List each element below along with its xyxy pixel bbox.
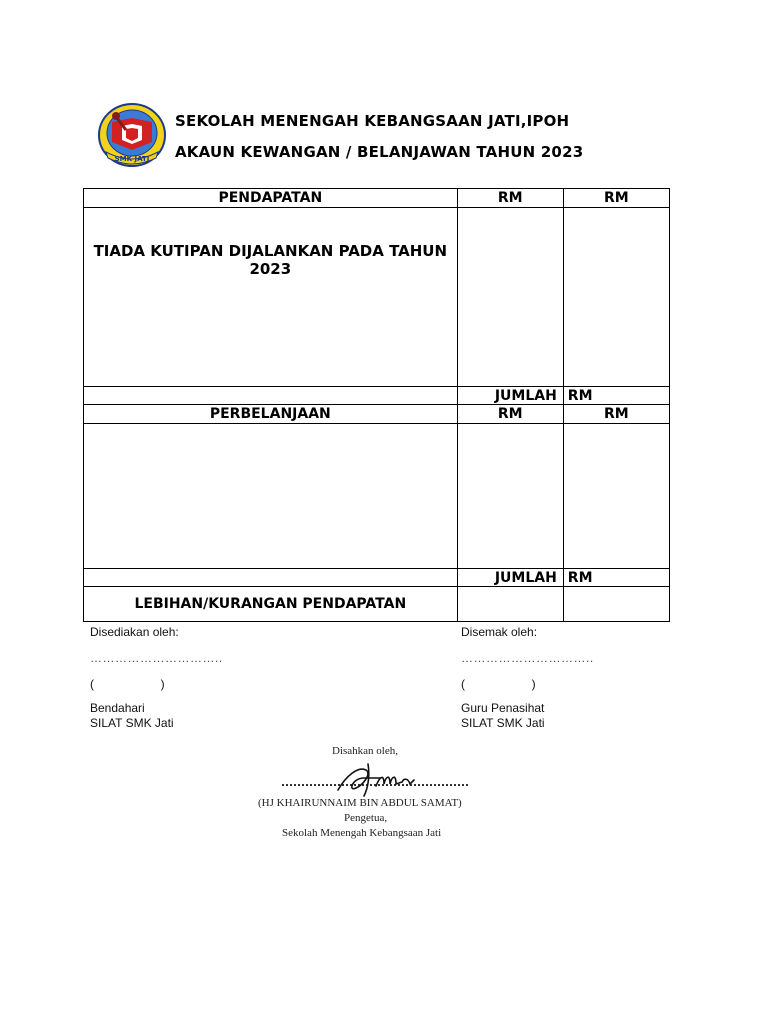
expense-header-row [84,405,670,424]
expense-body-row [84,424,670,569]
approver-name: (HJ KHAIRUNNAIM BIN ABDUL SAMAT) [258,797,462,809]
school-name: SEKOLAH MENENGAH KEBANGSAAN JATI,IPOH [175,112,570,130]
income-amount-cell-2 [563,208,669,387]
logo-text: SMK JATI [114,155,150,163]
checked-by-name-brackets: ( ) [461,677,536,691]
income-body-row [84,208,670,387]
account-table [83,188,670,622]
expense-amount-cell-2 [563,424,669,569]
income-header-row [84,189,670,208]
school-logo [96,100,168,170]
balance-amount-cell-2 [563,587,669,622]
expense-items-cell [84,424,458,569]
income-total-row [84,387,670,405]
checked-by-signature-line: ………………………….. [461,651,594,665]
expense-total-label: JUMLAH [457,569,563,587]
balance-amount-cell-1 [457,587,563,622]
expense-amount-cell-1 [457,424,563,569]
approved-by-label: Disahkan oleh, [332,745,398,757]
handwritten-signature [318,756,438,800]
expense-total-unit: RM [563,569,669,587]
checked-by-role: Guru Penasihat [461,701,545,715]
document-title: AKAUN KEWANGAN / BELANJAWAN TAHUN 2023 [175,143,584,161]
checked-by-block [461,625,594,731]
income-rm-heading-2: RM [563,189,669,208]
expense-heading: PERBELANJAAN [84,405,458,424]
income-note: TIADA KUTIPAN DIJALANKAN PADA TAHUN 2023 [84,208,458,387]
income-total-unit: RM [563,387,669,405]
income-total-label: JUMLAH [457,387,563,405]
expense-rm-heading-2: RM [563,405,669,424]
expense-total-spacer [84,569,458,587]
prepared-by-name-brackets: ( ) [90,677,165,691]
balance-label: LEBIHAN/KURANGAN PENDAPATAN [84,587,458,622]
prepared-by-role: Bendahari [90,701,145,715]
checked-by-org: SILAT SMK Jati [461,716,545,730]
income-total-spacer [84,387,458,405]
prepared-by-label: Disediakan oleh: [90,625,179,639]
income-amount-cell-1 [457,208,563,387]
approver-role: Pengetua, [344,812,388,824]
approver-school: Sekolah Menengah Kebangsaan Jati [282,827,442,839]
prepared-by-signature-line: ………………………….. [90,651,223,665]
balance-row [84,587,670,622]
income-heading: PENDAPATAN [84,189,458,208]
prepared-by-block [90,625,223,731]
expense-total-row [84,569,670,587]
checked-by-label: Disemak oleh: [461,625,538,639]
expense-rm-heading-1: RM [457,405,563,424]
income-rm-heading-1: RM [457,189,563,208]
prepared-by-org: SILAT SMK Jati [90,716,174,730]
